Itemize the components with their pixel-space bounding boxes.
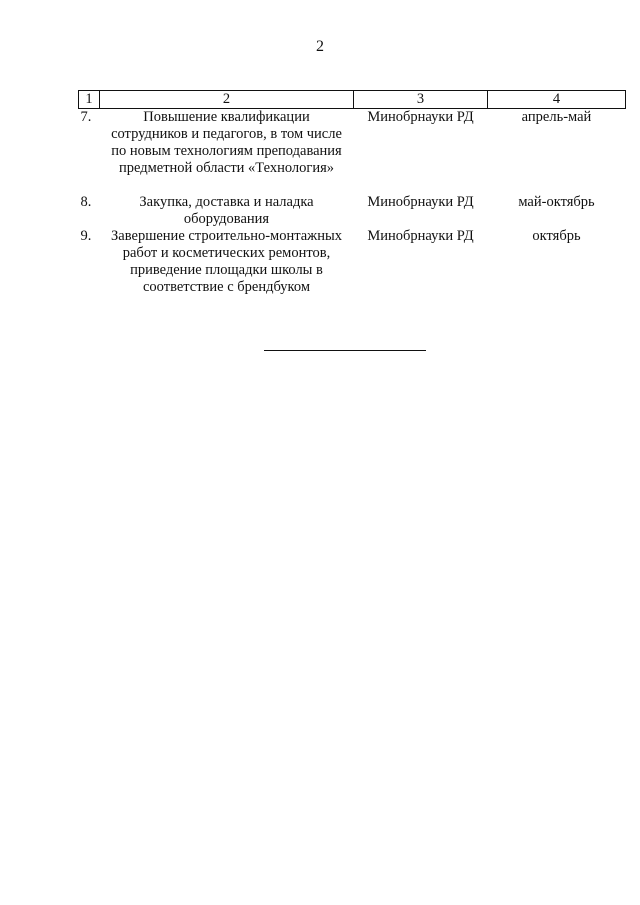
row-executor: Минобрнауки РД — [367, 228, 474, 244]
column-header-2: 2 — [100, 91, 354, 109]
page-number: 2 — [316, 38, 324, 55]
row-term: октябрь — [532, 228, 581, 244]
table-row — [79, 194, 626, 228]
row-number: 8. — [80, 194, 92, 210]
table-header-row — [79, 91, 626, 109]
row-number: 9. — [80, 228, 92, 244]
row-executor: Минобрнауки РД — [367, 194, 474, 210]
row-number: 7. — [80, 109, 92, 125]
row-term: апрель-май — [521, 109, 592, 125]
column-header-1: 1 — [79, 91, 100, 109]
column-header-3: 3 — [354, 91, 488, 109]
column-header-4: 4 — [488, 91, 626, 109]
row-term: май-октябрь — [518, 194, 595, 210]
row-description: Повышение квалификации сотрудников и педагогов, в том числе по новым технологиям преподавания предметной области «Технология» — [111, 109, 342, 176]
plan-table — [78, 90, 626, 296]
row-executor: Минобрнауки РД — [367, 109, 474, 125]
table-row — [79, 228, 626, 296]
row-description: Закупка, доставка и наладка оборудования — [139, 194, 314, 227]
row-description: Завершение строительно-монтажных работ и косметических ремонтов, приведение площадки школы в соответствие с брендбуком — [111, 228, 342, 295]
end-of-document-line — [264, 350, 426, 351]
table-row — [79, 109, 626, 195]
